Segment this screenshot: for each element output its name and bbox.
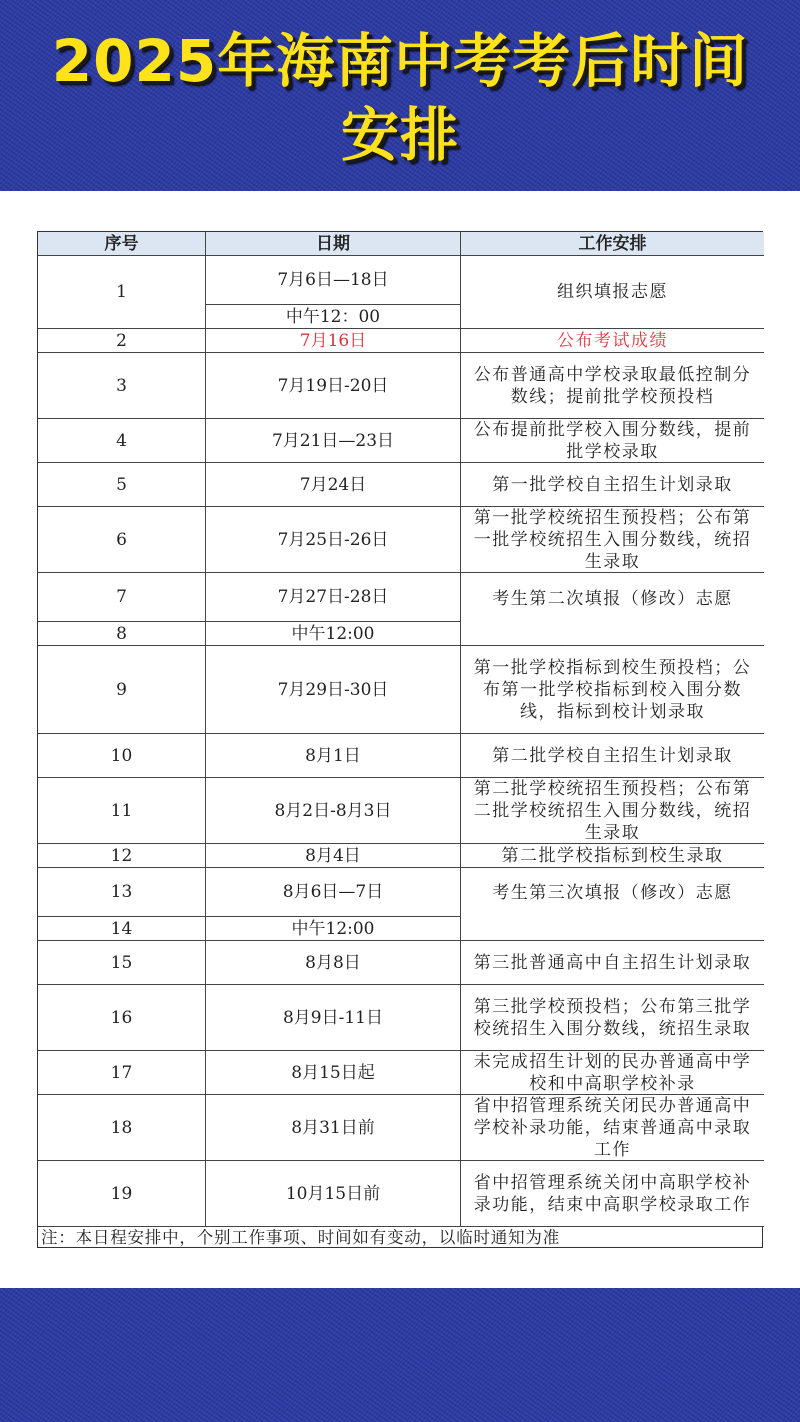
row-no: 5 <box>38 463 206 507</box>
bottom-banner <box>0 1288 800 1422</box>
row-date-highlight: 7月16日 <box>206 329 461 353</box>
row-work: 省中招管理系统关闭民办普通高中学校补录功能，结束普通高中录取工作 <box>461 1095 764 1161</box>
row-no: 4 <box>38 419 206 463</box>
row-no: 2 <box>38 329 206 353</box>
row-no: 10 <box>38 734 206 778</box>
row-date: 7月25日-26日 <box>206 507 461 573</box>
row-date: 7月6日—18日 <box>206 256 461 305</box>
row-no: 8 <box>38 622 206 646</box>
row-work: 省中招管理系统关闭中高职学校补录功能，结束中高职学校录取工作 <box>461 1161 764 1227</box>
row-date: 7月19日-20日 <box>206 353 461 419</box>
row-no: 7 <box>38 573 206 622</box>
row-work: 未完成招生计划的民办普通高中学校和中高职学校补录 <box>461 1051 764 1095</box>
row-work: 第三批学校预投档；公布第三批学校统招生入围分数线，统招生录取 <box>461 985 764 1051</box>
row-date: 8月15日起 <box>206 1051 461 1095</box>
row-date: 8月9日-11日 <box>206 985 461 1051</box>
row-date: 8月31日前 <box>206 1095 461 1161</box>
row-work: 第一批学校指标到校生预投档；公布第一批学校指标到校入围分数线，指标到校计划录取 <box>461 646 764 734</box>
row-work: 第三批普通高中自主招生计划录取 <box>461 941 764 985</box>
row-no: 12 <box>38 844 206 868</box>
row-date: 7月27日-28日 <box>206 573 461 622</box>
row-date: 8月4日 <box>206 844 461 868</box>
column-header-date: 日期 <box>206 232 461 256</box>
row-work: 第二批学校指标到校生录取 <box>461 844 764 868</box>
schedule-table <box>37 231 763 1248</box>
row-no: 3 <box>38 353 206 419</box>
row-no: 1 <box>38 256 206 329</box>
row-date: 8月6日—7日 <box>206 868 461 917</box>
row-date: 8月2日-8月3日 <box>206 778 461 844</box>
row-work: 第二批学校统招生预投档；公布第二批学校统招生入围分数线，统招生录取 <box>461 778 764 844</box>
row-no: 6 <box>38 507 206 573</box>
row-no: 16 <box>38 985 206 1051</box>
row-date: 8月8日 <box>206 941 461 985</box>
row-no: 11 <box>38 778 206 844</box>
table-footnote: 注：本日程安排中，个别工作事项、时间如有变动，以临时通知为准 <box>41 1228 560 1247</box>
row-work-highlight: 公布考试成绩 <box>461 329 764 353</box>
row-date: 8月1日 <box>206 734 461 778</box>
row-no: 17 <box>38 1051 206 1095</box>
row-date: 7月21日—23日 <box>206 419 461 463</box>
row-date: 中午12:00 <box>206 917 461 941</box>
row-work: 第一批学校自主招生计划录取 <box>461 463 764 507</box>
row-date: 中午12:00 <box>206 622 461 646</box>
row-work: 第二批学校自主招生计划录取 <box>461 734 764 778</box>
row-no: 13 <box>38 868 206 917</box>
row-date: 10月15日前 <box>206 1161 461 1227</box>
row-work: 组织填报志愿 <box>461 256 764 329</box>
row-work: 第一批学校统招生预投档；公布第一批学校统招生入围分数线，统招生录取 <box>461 507 764 573</box>
column-header-no: 序号 <box>38 232 206 256</box>
column-header-work: 工作安排 <box>461 232 764 256</box>
row-work-merged: 考生第三次填报（修改）志愿 <box>461 868 764 941</box>
row-date-time: 中午12：00 <box>206 305 461 329</box>
row-no: 9 <box>38 646 206 734</box>
row-date: 7月29日-30日 <box>206 646 461 734</box>
row-no: 14 <box>38 917 206 941</box>
row-no: 15 <box>38 941 206 985</box>
row-work: 公布提前批学校入围分数线，提前批学校录取 <box>461 419 764 463</box>
row-work: 公布普通高中学校录取最低控制分数线；提前批学校预投档 <box>461 353 764 419</box>
page-title: 2025年海南中考考后时间 <box>51 27 749 95</box>
row-work-merged: 考生第二次填报（修改）志愿 <box>461 573 764 646</box>
top-banner <box>0 0 800 191</box>
page-title-line2: 安排 <box>340 101 459 169</box>
row-no: 18 <box>38 1095 206 1161</box>
row-date: 7月24日 <box>206 463 461 507</box>
row-no: 19 <box>38 1161 206 1227</box>
